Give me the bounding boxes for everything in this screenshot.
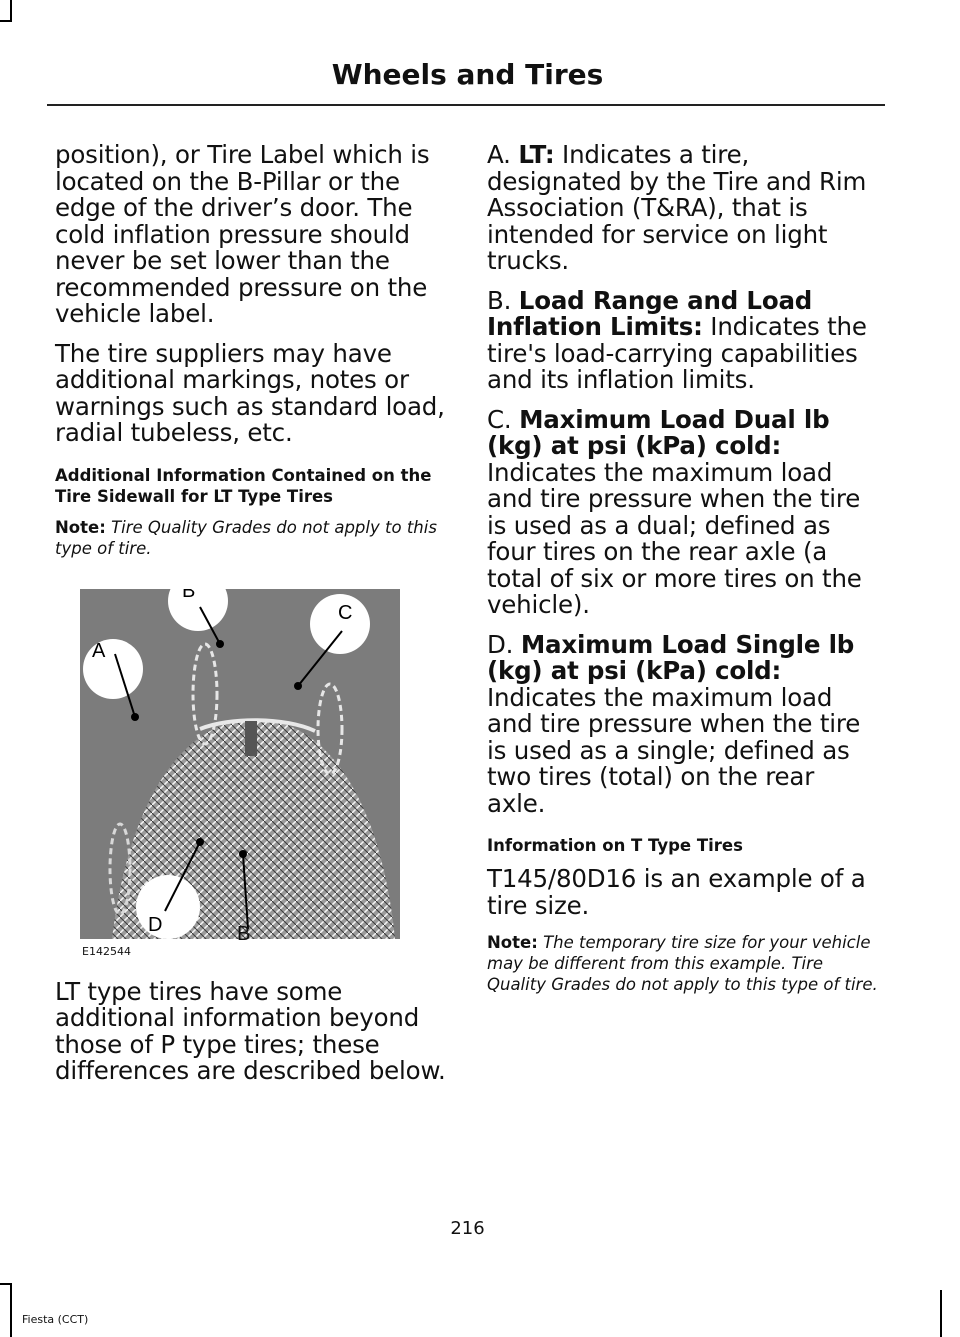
item-d-prefix: D. — [487, 629, 514, 659]
paragraph-t-example: T145/80D16 is an example of a tire size. — [487, 864, 866, 920]
note-text: Tire Quality Grades do not apply to this type of tire. — [55, 517, 437, 558]
note-t — [487, 932, 879, 995]
figure-code: E142544 — [82, 944, 131, 958]
page-title: Wheels and Tires — [331, 58, 604, 91]
callout-label-b-bottom: B — [237, 922, 251, 945]
paragraph-cold-inflation: position), or Tire Label which is located on the B-Pillar or the edge of the driver’s door. The cold inflation pressure should never be set lower than the recommended pressure on the vehicle label. — [55, 140, 430, 328]
item-a-text: Indicates a tire, designated by the Tire and Rim Association (T&RA), that is intended for service on light trucks. — [487, 140, 867, 275]
right-column — [487, 142, 879, 1007]
note-text: The temporary tire size for your vehicle may be different from this example. Tire Quality Grades do not apply to this type of tire. — [487, 933, 878, 994]
note-label: Note: — [487, 933, 538, 952]
crop-mark — [0, 20, 12, 22]
item-a — [487, 142, 879, 275]
crop-mark — [940, 1290, 942, 1337]
tire-sidewall-illustration — [80, 589, 400, 939]
callout-label-c: C — [338, 601, 353, 624]
left-column — [55, 142, 447, 1098]
item-d-text: Indicates the maximum load and tire pressure when the tire is used as a single; defined as two tires (total) on the rear axle. — [487, 682, 861, 818]
item-b-text: Indicates the tire's load-carrying capabilities and its inflation limits. — [487, 312, 867, 394]
callout-label-d: D — [148, 913, 163, 936]
page-number: 216 — [450, 1218, 485, 1239]
crop-mark — [0, 1283, 12, 1285]
note-label: Note: — [55, 517, 106, 537]
item-a-term: LT: — [518, 140, 555, 169]
item-b-prefix: B. — [487, 285, 512, 315]
header-rule — [47, 104, 885, 106]
paragraph-lt-intro: LT type tires have some additional information beyond those of P type tires; these differences are described below. — [55, 976, 446, 1085]
section-heading-lt: Additional Information Contained on the Tire Sidewall for LT Type Tires — [55, 465, 432, 506]
item-d — [487, 629, 879, 818]
section-heading-t: Information on T Type Tires — [487, 836, 743, 855]
item-c-term: Maximum Load Dual lb (kg) at psi (kPa) cold: — [487, 404, 830, 460]
tire-sidewall-figure — [80, 588, 400, 958]
crop-mark — [10, 1283, 12, 1337]
item-c-prefix: C. — [487, 404, 512, 434]
item-c-text: Indicates the maximum load and tire pressure when the tire is used as a dual; defined as four tires on the rear axle (a total of six or more tires on the vehicle). — [487, 457, 862, 619]
item-d-term: Maximum Load Single lb (kg) at psi (kPa) cold: — [487, 629, 855, 685]
item-c — [487, 404, 879, 619]
paragraph-tire-suppliers: The tire suppliers may have additional markings, notes or warnings such as standard load, radial tubeless, etc. — [55, 338, 445, 447]
crop-mark — [10, 0, 12, 22]
doc-label: Fiesta (CCT) — [22, 1313, 89, 1326]
callout-label-a: A — [92, 639, 106, 662]
item-a-prefix: A. — [487, 140, 511, 169]
note-lt — [55, 517, 447, 559]
item-b-term: Load Range and Load Inflation Limits: — [487, 285, 813, 341]
item-b — [487, 285, 879, 394]
callout-label-b-top: B — [182, 588, 196, 602]
